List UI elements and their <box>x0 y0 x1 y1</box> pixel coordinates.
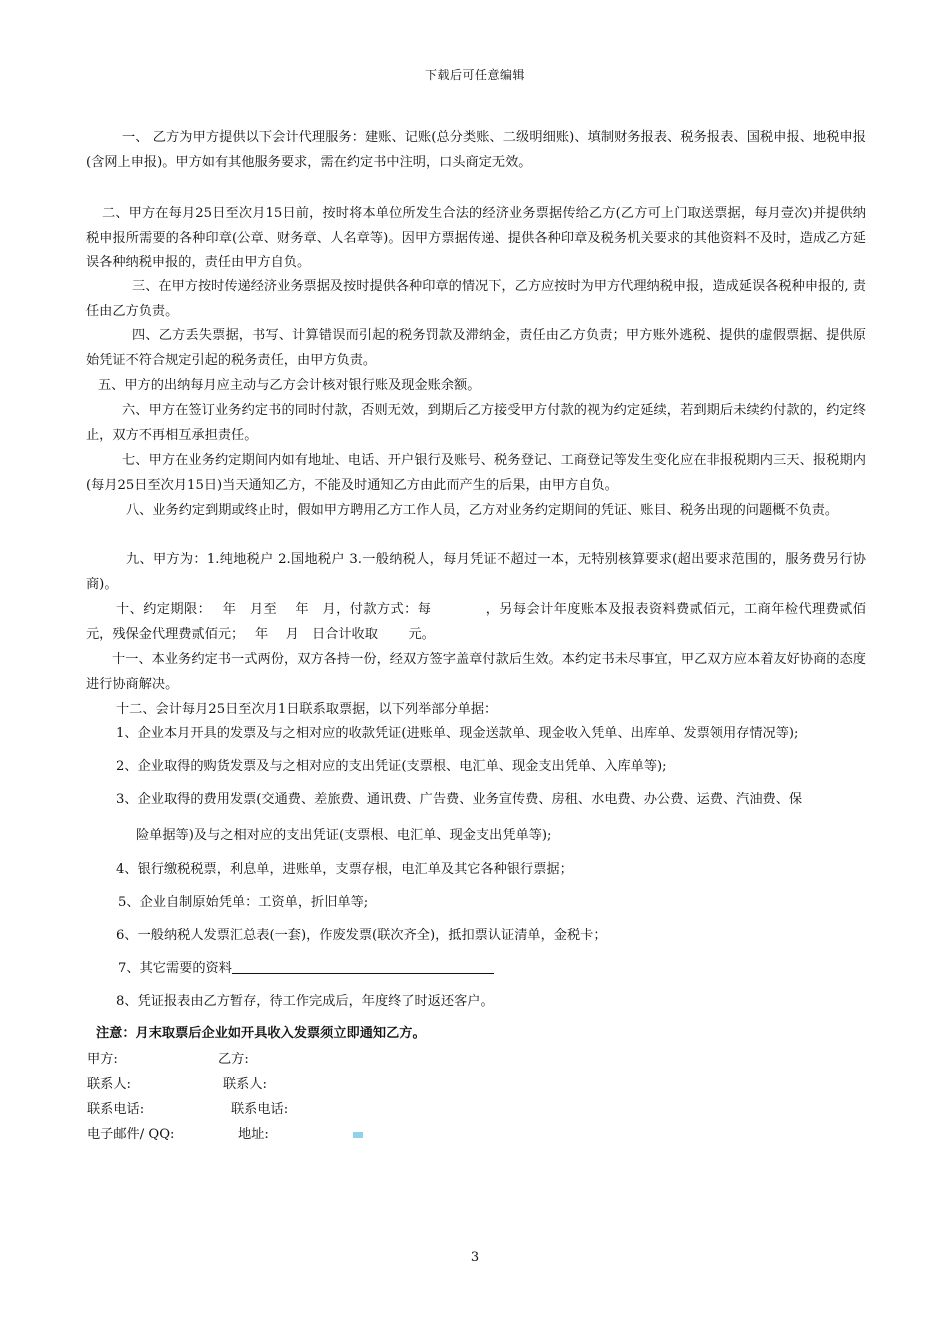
phone-b-label: 联系电话: <box>231 1102 289 1117</box>
blank-underline <box>232 959 494 974</box>
item-1: 1、企业本月开具的发票及与之相对应的收款凭证(进账单、现金送款单、现金收入凭单、出库单、发票领用存情况等); <box>116 726 799 741</box>
item-5: 5、企业自制原始凭单：工资单，折旧单等; <box>118 895 369 910</box>
item-3-line-1: 3、企业取得的费用发票(交通费、差旅费、通讯费、广告费、业务宣传费、房租、水电费、办公费、运费、汽油费、保 <box>116 792 803 807</box>
contact-a-label: 联系人: <box>87 1077 132 1092</box>
item-7 <box>118 959 494 979</box>
clause-7: 七、甲方在业务约定期间内如有地址、电话、开户银行及账号、税务登记、工商登记等发生变化应在非报税期内三天、报税期内(每月25日至次月15日)当天通知乙方，不能及时通知乙方由此而产生的后果，由甲方自负。 <box>86 453 866 493</box>
clause-11: 十一、本业务约定书一式两份，双方各持一份，经双方签字盖章付款后生效。本约定书未尽事宜，甲乙双方应本着友好协商的态度进行协商解决。 <box>86 652 866 692</box>
party-a-label: 甲方: <box>87 1052 118 1067</box>
highlight-marker <box>353 1132 363 1138</box>
notice: 注意：月末取票后企业如开具收入发票须立即通知乙方。 <box>96 1026 426 1041</box>
clause-5: 五、甲方的出纳每月应主动与乙方会计核对银行账及现金账余额。 <box>98 378 481 393</box>
page-header: 下载后可任意编辑 <box>424 68 525 82</box>
item-6: 6、一般纳税人发票汇总表(一套)，作废发票(联次齐全)，抵扣票认证清单，金税卡； <box>116 928 607 943</box>
item-2: 2、企业取得的购货发票及与之相对应的支出凭证(支票根、电汇单、现金支出凭单、入库单等); <box>116 759 667 774</box>
item-8: 8、凭证报表由乙方暂存，待工作完成后，年度终了时返还客户。 <box>116 994 494 1009</box>
party-b-label: 乙方: <box>218 1052 249 1067</box>
clause-12: 十二、会计每月25日至次月1日联系取票据，以下列举部分单据： <box>116 702 498 717</box>
contact-b-label: 联系人: <box>223 1077 268 1092</box>
page-number: 3 <box>470 1250 480 1265</box>
email-a-label: 电子邮件/ QQ: <box>87 1127 175 1142</box>
item-3-line-2: 险单据等)及与之相对应的支出凭证(支票根、电汇单、现金支出凭单等); <box>136 828 552 843</box>
clause-4: 四、乙方丢失票据，书写、计算错误而引起的税务罚款及滞纳金，责任由乙方负责；甲方账外逃税、提供的虚假票据、提供原始凭证不符合规定引起的税务责任，由甲方负责。 <box>86 328 866 368</box>
clause-8: 八、业务约定到期或终止时，假如甲方聘用乙方工作人员，乙方对业务约定期间的凭证、账目、税务出现的问题概不负责。 <box>126 503 839 518</box>
item-4: 4、银行缴税税票，利息单，进账单，支票存根，电汇单及其它各种银行票据； <box>116 862 573 877</box>
clause-9: 九、甲方为：1.纯地税户 2.国地税户 3.一般纳税人，每月凭证不超过一本，无特别核算要求(超出要求范围的，服务费另行协商)。 <box>86 552 866 592</box>
clause-6: 六、甲方在签订业务约定书的同时付款，否则无效，到期后乙方接受甲方付款的视为约定延续，若到期后未续约付款的，约定终止，双方不再相互承担责任。 <box>86 403 866 443</box>
clause-3: 三、在甲方按时传递经济业务票据及按时提供各种印章的情况下，乙方应按时为甲方代理纳税申报，造成延误各税种申报的, 责任由乙方负责。 <box>86 279 866 319</box>
clause-1: 一、 乙方为甲方提供以下会计代理服务：建账、记账(总分类账、二级明细账)、填制财务报表、税务报表、国税申报、地税申报(含网上申报)。甲方如有其他服务要求，需在约定书中注明，口头商定无效。 <box>86 130 866 170</box>
item-7-label: 7、其它需要的资料 <box>118 961 232 976</box>
phone-a-label: 联系电话: <box>87 1102 145 1117</box>
clause-10: 十、约定期限： 年 月至 年 月，付款方式：每 ，另每会计年度账本及报表资料费贰佰元，工商年检代理费贰佰元，残保金代理费贰佰元； 年 月 日合计收取 元。 <box>86 602 866 642</box>
clause-2: 二、甲方在每月25日至次月15日前，按时将本单位所发生合法的经济业务票据传给乙方(乙方可上门取送票据，每月壹次)并提供纳税申报所需要的各种印章(公章、财务章、人名章等)。因甲方票据传递、提供各种印章及税务机关要求的其他资料不及时，造成乙方延误各种纳税申报的，责任由甲方自负。 <box>86 206 866 270</box>
address-b-label: 地址: <box>238 1127 269 1142</box>
